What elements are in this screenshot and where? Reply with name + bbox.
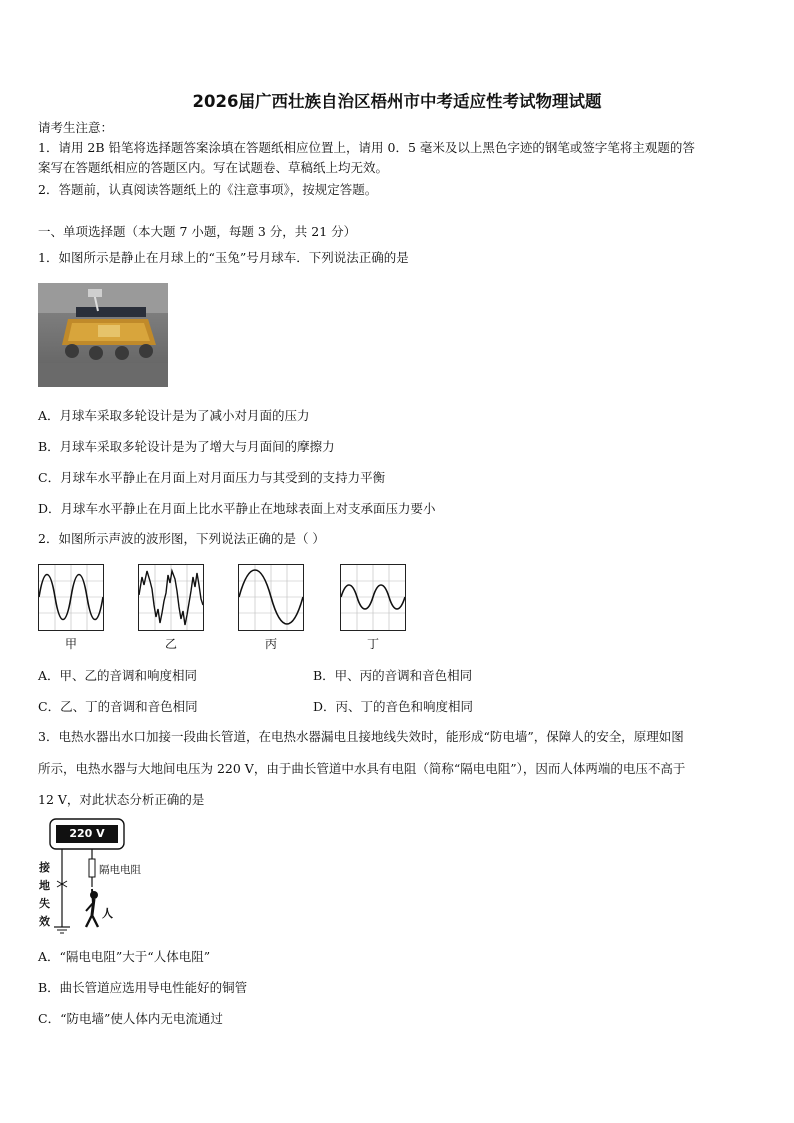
- person-label: 人: [102, 907, 113, 920]
- ground-label-2: 地: [39, 879, 50, 892]
- q2-stem: 2．如图所示声波的波形图，下列说法正确的是（ ）: [38, 531, 325, 546]
- waveform-ding: [340, 564, 406, 631]
- waveform-label-ding: 丁: [366, 637, 379, 651]
- waveform-jia-graph: [39, 565, 103, 630]
- page-title: 2026届广西壮族自治区梧州市中考适应性考试物理试题: [192, 92, 602, 111]
- lunar-rover-illustration: [38, 283, 168, 387]
- q3-stem-line-2: 所示，电热水器与大地间电压为 220 V，由于曲长管道中水具有电阻（简称“隔电电阻”），因而人体两端的电压不高于: [38, 761, 686, 776]
- q2-option-c: C．乙、丁的音调和音色相同: [38, 699, 198, 714]
- resistor-label: 隔电电阻: [99, 864, 141, 876]
- water-heater-diagram: [38, 815, 141, 937]
- waveform-bing: [238, 564, 304, 631]
- waveform-label-yi: 乙: [164, 637, 177, 651]
- ground-label-1: 接: [39, 861, 50, 874]
- q1-option-a: A．月球车采取多轮设计是为了减小对月面的压力: [38, 408, 310, 423]
- q3-stem-line-3: 12 V，对此状态分析正确的是: [38, 792, 205, 807]
- q3-option-b: B．曲长管道应选用导电性能好的铜管: [38, 980, 248, 995]
- lunar-rover-photo: [38, 283, 168, 387]
- notice-item-1-line-1: 1．请用 2B 铅笔将选择题答案涂填在答题纸相应位置上，请用 0．5 毫米及以上黑色字迹的钢笔或签字笔将主观题的答: [38, 140, 695, 155]
- q2-option-b: B．甲、丙的音调和音色相同: [313, 668, 473, 683]
- q1-stem: 1．如图所示是静止在月球上的“玉兔”号月球车．下列说法正确的是: [38, 250, 409, 265]
- q3-option-c: C．“防电墙”使人体内无电流通过: [38, 1011, 223, 1026]
- notice-item-1-line-2: 案写在答题纸相应的答题区内。写在试题卷、草稿纸上均无效。: [38, 160, 389, 175]
- notice-item-2: 2．答题前，认真阅读答题纸上的《注意事项》，按规定答题。: [38, 182, 378, 197]
- section-1-heading: 一、单项选择题（本大题 7 小题，每题 3 分，共 21 分）: [38, 224, 357, 239]
- voltage-label: 220 V: [69, 827, 105, 840]
- q3-option-a: A．“隔电电阻”大于“人体电阻”: [38, 949, 211, 964]
- q3-stem-line-1: 3．电热水器出水口加接一段曲长管道，在电热水器漏电且接地线失效时，能形成“防电墙”，保障人的安全，原理如图: [38, 729, 684, 744]
- notice-heading: 请考生注意：: [38, 120, 114, 135]
- q2-option-d: D．丙、丁的音色和响度相同: [313, 699, 474, 714]
- q1-option-d: D．月球车水平静止在月面上比水平静止在地球表面上对支承面压力要小: [38, 501, 436, 516]
- ground-label-4: 效: [39, 915, 50, 928]
- waveform-label-jia: 甲: [64, 637, 77, 651]
- q1-option-c: C．月球车水平静止在月面上对月面压力与其受到的支持力平衡: [38, 470, 386, 485]
- waveform-ding-graph: [341, 565, 405, 630]
- waveform-jia: [38, 564, 104, 631]
- q2-option-a: A．甲、乙的音调和响度相同: [38, 668, 198, 683]
- waveform-label-bing: 丙: [264, 637, 277, 651]
- ground-label-3: 失: [39, 897, 50, 910]
- q1-option-b: B．月球车采取多轮设计是为了增大与月面间的摩擦力: [38, 439, 335, 454]
- waveform-yi-graph: [139, 565, 203, 630]
- waveform-yi: [138, 564, 204, 631]
- waveform-bing-graph: [239, 565, 303, 630]
